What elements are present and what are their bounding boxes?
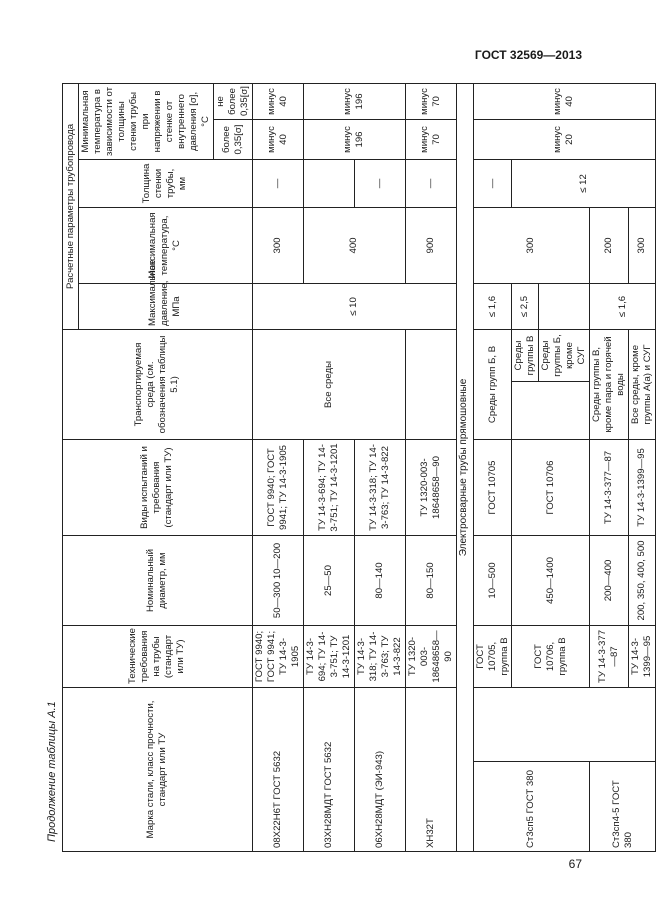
min-temp-gt: минус 40 [252, 119, 303, 159]
table-caption: Продолжение таблицы А.1 [46, 701, 58, 842]
tech-req: ТУ 14-3-694; ТУ 14-3-751; ТУ 14-3-1201 [303, 625, 354, 687]
tests: ТУ 14-3-1399—95 [629, 439, 656, 535]
diameter: 200, 350, 400, 500 [629, 535, 656, 625]
tests: ТУ 14-3-694; ТУ 14-3-751; ТУ 14-3-1201 [303, 439, 354, 535]
medium-all: Все среды [252, 329, 405, 439]
min-temp-le: минус 40 [473, 83, 656, 119]
steel-grade: ХН32Т [405, 687, 456, 851]
standard-number: ГОСТ 32569—2013 [474, 48, 582, 62]
header-more-035: более 0,35[σ] [213, 119, 252, 159]
max-temp: 400 [303, 207, 405, 283]
thickness [303, 159, 354, 207]
min-temp-gt: минус 20 [473, 119, 656, 159]
header-medium: Транспортируемая среда (см. обозначения таблицы 5.1) [63, 329, 253, 439]
table-row [405, 83, 456, 851]
tests: ГОСТ 10705 [473, 439, 512, 535]
max-temp: 300 [252, 207, 303, 283]
medium: Среды группы Б, кроме СУГ [539, 329, 590, 381]
min-temp-le: минус 40 [252, 83, 303, 119]
table-row [354, 83, 405, 851]
min-temp-le: минус 196 [303, 83, 405, 119]
medium: Среды групп Б, В [473, 329, 512, 439]
min-temp-gt: минус 70 [405, 119, 456, 159]
thickness: — [252, 159, 303, 207]
tech-req: ТУ 1320-003-18648658—90 [405, 625, 456, 687]
tech-req: ТУ 14-3-377—87 [590, 625, 629, 687]
diameter: 200—400 [590, 535, 629, 625]
diameter: 450—1400 [512, 535, 590, 625]
header-pressure: Максимальное давление, МПа [79, 283, 253, 329]
thickness: — [405, 159, 456, 207]
tests: ТУ 14-3-377—87 [590, 439, 629, 535]
max-temp: 200 [590, 207, 629, 283]
table-row [252, 83, 303, 851]
medium: Среды группы В [512, 329, 539, 381]
rotated-table-sheet [62, 84, 654, 852]
thickness: — [473, 159, 512, 207]
header-min-temp: Минимальная температура в зависимости от толщины стенки трубы при напряжении в стенке от внутреннего давления [σ], °С [79, 83, 214, 159]
max-temp: 300 [629, 207, 656, 283]
header-steel: Марка стали, класс прочности, стандарт или ТУ [63, 687, 253, 851]
medium [405, 329, 456, 439]
pressure: ≤ 2,5 [512, 283, 539, 329]
steel-grade: 03ХН28МДТ ГОСТ 5632 [303, 687, 354, 851]
medium-empty [512, 381, 590, 439]
header-diameter: Номинальный диаметр, мм [63, 535, 253, 625]
steel-grade-empty [473, 687, 656, 761]
tech-req: ТУ 14-3-318; ТУ 14-3-763; ТУ 14-3-822 [354, 625, 405, 687]
table-row [473, 83, 512, 851]
pressure-all: ≤ 10 [252, 283, 456, 329]
diameter: 10—500 [473, 535, 512, 625]
tech-req: ТУ 14-3-1399—95 [629, 625, 656, 687]
steel-pipe-table [62, 83, 656, 852]
header-tests: Виды испытаний и требования (стандарт или ТУ) [63, 439, 253, 535]
min-temp-le: минус 70 [405, 83, 456, 119]
header-tech-requirements: Технические требования на трубы (стандарт или ТУ) [63, 625, 253, 687]
tests: ГОСТ 10706 [512, 439, 590, 535]
medium: Все среды, кроме группы А(а) и СУГ [629, 329, 656, 439]
diameter: 25—50 [303, 535, 354, 625]
page-number: 67 [568, 857, 582, 871]
pressure: ≤ 1,6 [473, 283, 512, 329]
steel-grade: 08Х22Н6Т ГОСТ 5632 [252, 687, 303, 851]
tech-req: ГОСТ 9940; ГОСТ 9941; ТУ 14-3-1905 [252, 625, 303, 687]
pressure: ≤ 1,6 [590, 283, 656, 329]
tests: ТУ 14-3-318; ТУ 14-3-763; ТУ 14-3-822 [354, 439, 405, 535]
pressure-empty [539, 283, 590, 329]
max-temp: 900 [405, 207, 456, 283]
section-heading: Электросварные трубы прямошовные [456, 83, 473, 851]
min-temp-gt: минус 196 [303, 119, 405, 159]
steel-grade: 06ХН28МДТ (ЭИ-943) [354, 687, 405, 851]
tests: ТУ 1320-003-18648658—90 [405, 439, 456, 535]
thickness: — [354, 159, 405, 207]
medium: Среды группы В, кроме пара и горячей воды [590, 329, 629, 439]
thickness: ≤ 12 [512, 159, 656, 207]
diameter: 50—300 10—200 [252, 535, 303, 625]
tech-req: ГОСТ 10706, группа В [512, 625, 590, 687]
diameter: 80—150 [405, 535, 456, 625]
header-le-035: не более 0,35[σ] [213, 83, 252, 119]
tech-req: ГОСТ 10705, группа В [473, 625, 512, 687]
header-params: Расчетные параметры трубопровода [63, 83, 79, 329]
steel-grade: Ст3сп5 ГОСТ 380 [473, 762, 590, 852]
max-temp: 300 [473, 207, 590, 283]
tests: ГОСТ 9940; ГОСТ 9941; ТУ 14-3-1905 [252, 439, 303, 535]
steel-grade: Ст3сп4-5 ГОСТ 380 [590, 762, 656, 852]
table-row [303, 83, 354, 851]
header-max-temp: Максимальная температура, °С [79, 207, 253, 283]
diameter: 80—140 [354, 535, 405, 625]
header-thickness: Толщина стенки трубы, мм [79, 159, 253, 207]
